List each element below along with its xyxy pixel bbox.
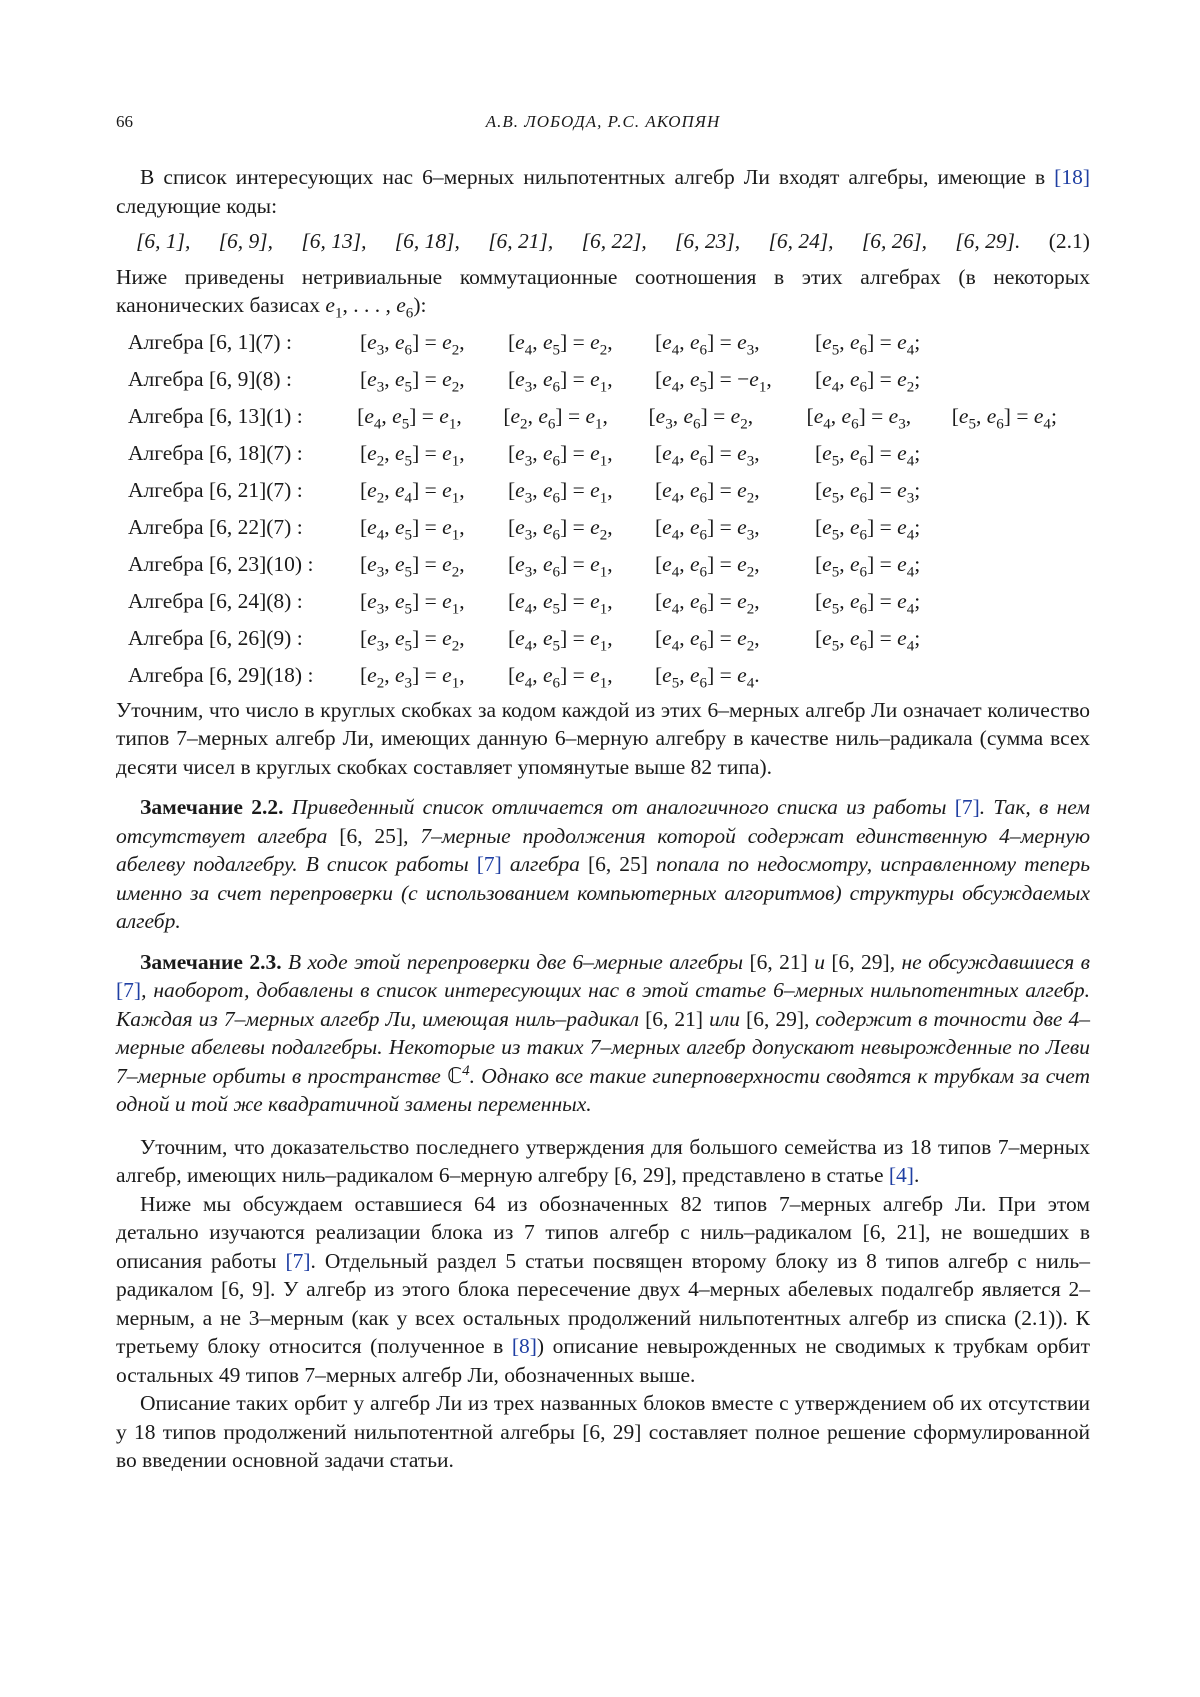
- algebra-name: Алгебра [6, 29](18) :: [128, 662, 314, 687]
- citation-link[interactable]: [7]: [285, 1248, 311, 1273]
- commutation-relation: [$e_5$, $e_6] = e_4$;: [815, 514, 921, 543]
- remark-heading: Замечание 2.3.: [140, 949, 282, 974]
- algebra-code: [6, 24],: [768, 229, 834, 253]
- citation-link[interactable]: [18]: [1054, 165, 1090, 189]
- commutation-relations-table: [128, 324, 1090, 694]
- commutation-relation: [$e_3$, $e_5] = e_1$,: [360, 588, 465, 617]
- commutation-relation: [$e_5$, $e_6] = e_4$;: [815, 625, 921, 654]
- commutation-relation: [$e_4$, $e_6] = e_2$,: [655, 477, 760, 506]
- commutation-relation: [$e_3$, $e_6] = e_1$,: [508, 440, 613, 469]
- citation-link[interactable]: [7]: [954, 795, 980, 819]
- math-expression: [6, 29]: [746, 1006, 805, 1031]
- commutation-relation: [$e_4$, $e_6] = e_3$,: [655, 440, 760, 469]
- relation-row: [128, 583, 1090, 620]
- algebra-code: [6, 22],: [581, 229, 647, 253]
- math-expression: [6, 9]: [221, 1277, 271, 1301]
- algebra-code: [6, 9],: [218, 229, 274, 253]
- commutation-relation: [$e_4$, $e_5] = -e_1$,: [655, 366, 772, 395]
- relations-note-paragraph: Уточним, что число в круглых скобках за кодом каждой из этих 6–мерных алгебр Ли означает количество типов 7–мерных алгебр Ли, имеющих данную 6–мерную алгебру в качестве ниль–радикала (сумма всех десяти чисел в круглых скобках составляет упомянутые выше 82 типа).: [116, 697, 1090, 779]
- running-title: А.В. ЛОБОДА, Р.С. АКОПЯН: [485, 112, 721, 131]
- remaining-types-paragraph: Ниже мы обсуждаем оставшиеся 64 из обозначенных 82 типов 7–мерных алгебр Ли. При этом детально изучаются реализации блока из 7 типов алгебр с ниль–радикалом [6, 21], не вошедших в описания работы [7]. Отдельный раздел 5 статьи посвящен второму блоку из 8 типов алгебр с ниль–радикалом [6, 9]. У алгебр из этого блока пересечение двух 4–мерных абелевых подалгебр является 2–мерным, а не 3–мерным (как у всех остальных продолжений нильпотентных алгебр из списка (2.1)). К третьему блоку относится (полученное в [8]) описание невырожденных не сводимых к трубкам орбит остальных 49 типов 7–мерных алгебр Ли, обозначенных выше.: [116, 1191, 1091, 1387]
- citation-link[interactable]: [8]: [511, 1334, 537, 1358]
- algebra-name: Алгебра [6, 1](7) :: [128, 329, 292, 354]
- commutation-relation: [$e_3$, $e_6] = e_1$,: [508, 477, 613, 506]
- relation-row: [128, 398, 1090, 435]
- commutation-relation: [$e_3$, $e_6] = e_2$,: [360, 329, 465, 358]
- superscript: 4: [462, 1062, 470, 1079]
- citation-link[interactable]: [7]: [476, 852, 502, 876]
- algebra-code: [6, 23],: [675, 229, 741, 253]
- remark-2-2: Замечание 2.2. Приведенный список отличается от аналогичного списка из работы [7]. Так, в нем отсутствует алгебра [6, 25], 7–мерные продолжения которой содержат единственную 4–мерную абелеву подалгебру. В список работы [7] алгебра [6, 25] попала по недосмотру, исправленному теперь именно за счет перепроверки (с использованием компьютерных алгоритмов) структуры обсуждаемых алгебр.: [116, 795, 1091, 933]
- commutation-relation: [$e_4$, $e_6] = e_2$,: [655, 551, 760, 580]
- relation-row: [128, 657, 1090, 694]
- math-expression: , . . . ,: [342, 293, 397, 317]
- commutation-relation: [$e_2$, $e_3] = e_1$,: [360, 662, 465, 691]
- proof-reference-paragraph: Уточним, что доказательство последнего утверждения для большого семейства из 18 типов 7–мерных алгебр, имеющих ниль–радикалом 6–мерную алгебру [6, 29], представлено в статье [4].: [116, 1134, 1090, 1187]
- relation-row: [128, 324, 1090, 361]
- commutation-relation: [$e_3$, $e_5] = e_2$,: [360, 551, 465, 580]
- relation-row: [128, 361, 1090, 398]
- commutation-relation: [$e_4$, $e_6] = e_2$,: [655, 625, 760, 654]
- commutation-relation: [$e_3$, $e_6] = e_2$,: [508, 514, 613, 543]
- commutation-relation: [$e_4$, $e_6] = e_2$;: [815, 366, 921, 395]
- commutation-relation: [$e_2$, $e_5] = e_1$,: [360, 440, 465, 469]
- commutation-relation: [$e_2$, $e_6] = e_1$,: [503, 403, 608, 432]
- commutation-relation: [$e_4$, $e_5] = e_1$,: [357, 403, 462, 432]
- commutation-relation: [$e_4$, $e_6] = e_3$,: [655, 514, 760, 543]
- page-number: 66: [116, 112, 133, 131]
- algebra-name: Алгебра [6, 18](7) :: [128, 440, 303, 465]
- commutation-relation: [$e_4$, $e_5] = e_1$,: [508, 625, 613, 654]
- algebra-code-list: [136, 227, 1090, 256]
- algebra-code: [6, 21],: [488, 229, 554, 253]
- commutation-relation: [$e_5$, $e_6] = e_4$;: [951, 403, 1057, 432]
- math-expression: [6, 29]: [831, 949, 890, 974]
- algebra-code: [6, 13],: [301, 229, 367, 253]
- intro-paragraph: В список интересующих нас 6–мерных нильпотентных алгебр Ли входят алгебры, имеющие в [18] следующие коды:: [116, 165, 1090, 218]
- math-expression: [6, 21]: [862, 1220, 926, 1244]
- algebra-code: [6, 29].: [955, 229, 1021, 253]
- running-head: [116, 112, 1090, 142]
- math-symbol: e: [396, 293, 406, 317]
- equation-number: (2.1): [1048, 229, 1090, 253]
- math-expression: [6, 29]: [582, 1419, 642, 1444]
- commutation-relation: [$e_4$, $e_5] = e_1$,: [360, 514, 465, 543]
- remark-heading: Замечание 2.2.: [140, 795, 284, 819]
- commutation-relation: [$e_5$, $e_6] = e_4$;: [815, 440, 921, 469]
- conclusion-paragraph: Описание таких орбит у алгебр Ли из трех названных блоков вместе с утверждением об их отсутствии у 18 типов продолжений нильпотентной алгебры [6, 29] составляет полное решение сформулированной во введении основной задачи статьи.: [116, 1391, 1090, 1472]
- algebra-name: Алгебра [6, 21](7) :: [128, 477, 303, 502]
- algebra-name: Алгебра [6, 13](1) :: [128, 403, 303, 428]
- algebra-name: Алгебра [6, 22](7) :: [128, 514, 303, 539]
- commutation-relation: [$e_4$, $e_5] = e_2$,: [508, 329, 613, 358]
- commutation-relation: [$e_3$, $e_5] = e_2$,: [360, 625, 465, 654]
- relation-row: [128, 435, 1090, 472]
- commutation-relation: [$e_5$, $e_6] = e_4$;: [815, 551, 921, 580]
- paper-body: [116, 163, 1090, 1475]
- algebra-code: [6, 1],: [136, 229, 191, 253]
- math-expression: ℂ: [447, 1063, 463, 1088]
- commutation-relation: [$e_5$, $e_6] = e_3$;: [815, 477, 921, 506]
- commutation-relation: [$e_3$, $e_6] = e_1$,: [508, 551, 613, 580]
- math-expression: [6, 21]: [749, 949, 808, 974]
- math-expression: [6, 25]: [587, 852, 648, 876]
- algebra-code: [6, 18],: [394, 229, 460, 253]
- algebra-code: [6, 26],: [861, 229, 927, 253]
- commutation-relation: [$e_3$, $e_6] = e_1$,: [508, 366, 613, 395]
- commutation-relation: [$e_3$, $e_6] = e_2$,: [648, 403, 754, 432]
- commutation-relation: [$e_5$, $e_6] = e_4$;: [815, 588, 921, 617]
- math-expression: [6, 25]: [339, 823, 404, 848]
- remark-2-3: Замечание 2.3. В ходе этой перепроверки две 6–мерные алгебры [6, 21] и [6, 29], не обсуждавшиеся в [7], наоборот, добавлены в список интересующих нас в этой статье 6–мерных нильпотентных алгебр. Каждая из 7–мерных алгебр Ли, имеющая ниль–радикал [6, 21] или [6, 29], содержит в точности две 4–мерные абелевы подалгебры. Некоторые из таких 7–мерных алгебр допускают невырожденные по Леви 7–мерные орбиты в пространстве ℂ$^4$. Однако все такие гиперповерхности сводятся к трубкам за счет одной и той же квадратичной замены переменных.: [116, 949, 1090, 1116]
- algebra-name: Алгебра [6, 9](8) :: [128, 366, 292, 391]
- math-expression: [6, 29]: [613, 1163, 672, 1187]
- relation-row: [128, 546, 1090, 583]
- relation-row: [128, 472, 1090, 509]
- relation-row: [128, 620, 1090, 657]
- commutation-relation: [$e_2$, $e_4] = e_1$,: [360, 477, 465, 506]
- commutation-relation: [$e_5$, $e_6] = e_4$;: [815, 329, 921, 358]
- relation-row: [128, 509, 1090, 546]
- commutation-relation: [$e_3$, $e_5] = e_2$,: [360, 366, 465, 395]
- algebra-name: Алгебра [6, 24](8) :: [128, 588, 303, 613]
- algebra-name: Алгебра [6, 23](10) :: [128, 551, 314, 576]
- citation-link[interactable]: [7]: [116, 978, 142, 1002]
- math-symbol: e: [325, 293, 335, 317]
- subscript: 6: [405, 305, 414, 322]
- math-expression: [6, 21]: [645, 1006, 704, 1031]
- citation-link[interactable]: [4]: [888, 1163, 914, 1187]
- algebra-name: Алгебра [6, 26](9) :: [128, 625, 303, 650]
- subscript: 1: [334, 305, 343, 322]
- relations-intro-paragraph: Ниже приведены нетривиальные коммутационные соотношения в этих алгебрах (в некоторых канонических базисах $e_1$, . . . , $e_6$):: [116, 264, 1090, 322]
- commutation-relation: [$e_4$, $e_6] = e_1$,: [508, 662, 613, 691]
- commutation-relation: [$e_4$, $e_6] = e_3$,: [655, 329, 760, 358]
- commutation-relation: [$e_5$, $e_6] = e_4$.: [655, 662, 760, 691]
- commutation-relation: [$e_4$, $e_5] = e_1$,: [508, 588, 613, 617]
- commutation-relation: [$e_4$, $e_6] = e_3$,: [806, 403, 912, 432]
- commutation-relation: [$e_4$, $e_6] = e_2$,: [655, 588, 760, 617]
